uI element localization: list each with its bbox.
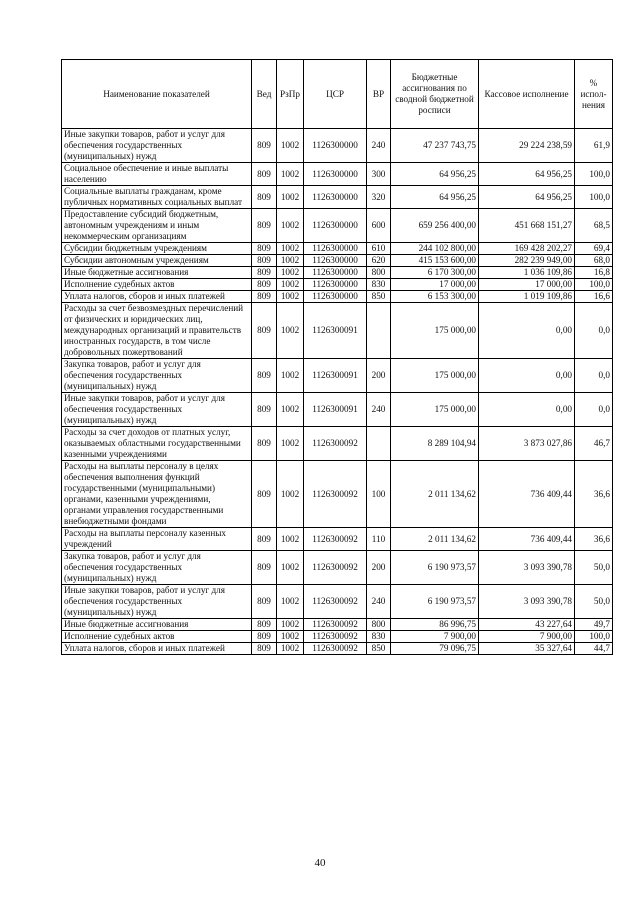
cell-rzpr: 1002 [277,619,304,631]
table-row [62,255,613,267]
cell-budget: 244 102 800,00 [391,243,479,255]
cell-percent: 49,7 [575,619,613,631]
cell-cash: 29 224 238,59 [479,129,575,163]
cell-name: Исполнение судебных актов [62,631,252,643]
table-row [62,163,613,186]
cell-rzpr: 1002 [277,303,304,359]
cell-ved: 809 [252,291,277,303]
cell-name: Социальные выплаты гражданам, кроме публичных нормативных социальных выплат [62,186,252,209]
cell-percent: 50,0 [575,585,613,619]
cell-csr: 1126300092 [304,631,367,643]
cell-csr: 1126300000 [304,186,367,209]
header-csr: ЦСР [304,60,367,129]
cell-cash: 736 409,44 [479,528,575,551]
cell-cash: 0,00 [479,393,575,427]
cell-name: Иные бюджетные ассигнования [62,619,252,631]
cell-vr: 110 [367,528,391,551]
budget-execution-table [61,59,613,655]
cell-rzpr: 1002 [277,267,304,279]
cell-ved: 809 [252,279,277,291]
header-row [62,60,613,129]
cell-vr: 830 [367,279,391,291]
header-rzpr: РзПр [277,60,304,129]
cell-name: Расходы за счет безвозмездных перечислений от физических и юридических лиц, международных организаций и правительств иностранных государств, в том числе добровольных пожертвований [62,303,252,359]
header-vr: ВР [367,60,391,129]
cell-percent: 100,0 [575,163,613,186]
cell-vr: 300 [367,163,391,186]
cell-csr: 1126300000 [304,243,367,255]
cell-name: Социальное обеспечение и иные выплаты населению [62,163,252,186]
cell-cash: 282 239 949,00 [479,255,575,267]
cell-ved: 809 [252,303,277,359]
cell-rzpr: 1002 [277,393,304,427]
cell-cash: 3 093 390,78 [479,551,575,585]
cell-name: Расходы на выплаты персоналу казенных учреждений [62,528,252,551]
table-row [62,267,613,279]
cell-cash: 64 956,25 [479,163,575,186]
cell-vr: 620 [367,255,391,267]
cell-percent: 100,0 [575,279,613,291]
cell-percent: 68,0 [575,255,613,267]
cell-name: Предоставление субсидий бюджетным, автономным учреждениям и иным некоммерческим организациям [62,209,252,243]
cell-name: Расходы за счет доходов от платных услуг, оказываемых областными государственными казенными учреждениями [62,427,252,461]
cell-vr: 200 [367,359,391,393]
cell-csr: 1126300091 [304,393,367,427]
cell-vr: 200 [367,551,391,585]
cell-ved: 809 [252,585,277,619]
cell-vr: 600 [367,209,391,243]
cell-csr: 1126300092 [304,528,367,551]
cell-vr: 830 [367,631,391,643]
cell-vr [367,303,391,359]
table-row [62,528,613,551]
cell-percent: 100,0 [575,631,613,643]
cell-percent: 0,0 [575,359,613,393]
cell-budget: 8 289 104,94 [391,427,479,461]
cell-csr: 1126300092 [304,585,367,619]
cell-name: Иные бюджетные ассигнования [62,267,252,279]
header-budget: Бюджетные ассигнования по сводной бюджетной росписи [391,60,479,129]
cell-cash: 451 668 151,27 [479,209,575,243]
cell-percent: 69,4 [575,243,613,255]
table-row [62,303,613,359]
cell-cash: 43 227,64 [479,619,575,631]
page-number: 40 [314,857,326,869]
cell-ved: 809 [252,643,277,655]
cell-vr: 240 [367,129,391,163]
cell-percent: 46,7 [575,427,613,461]
cell-cash: 35 327,64 [479,643,575,655]
cell-cash: 736 409,44 [479,461,575,528]
table-row [62,291,613,303]
cell-cash: 1 036 109,86 [479,267,575,279]
header-cash: Кассовое исполнение [479,60,575,129]
cell-budget: 6 190 973,57 [391,551,479,585]
cell-vr [367,427,391,461]
cell-percent: 0,0 [575,303,613,359]
cell-ved: 809 [252,551,277,585]
cell-name: Иные закупки товаров, работ и услуг для обеспечения государственных (муниципальных) нужд [62,129,252,163]
table-row [62,279,613,291]
table-body [62,129,613,655]
cell-name: Закупка товаров, работ и услуг для обеспечения государственных (муниципальных) нужд [62,551,252,585]
table-row [62,585,613,619]
cell-budget: 6 153 300,00 [391,291,479,303]
cell-cash: 169 428 202,27 [479,243,575,255]
cell-csr: 1126300000 [304,255,367,267]
cell-ved: 809 [252,209,277,243]
cell-budget: 6 170 300,00 [391,267,479,279]
cell-ved: 809 [252,631,277,643]
cell-vr: 850 [367,643,391,655]
cell-percent: 61,9 [575,129,613,163]
cell-csr: 1126300000 [304,267,367,279]
cell-vr: 800 [367,267,391,279]
cell-csr: 1126300000 [304,163,367,186]
cell-cash: 7 900,00 [479,631,575,643]
cell-budget: 47 237 743,75 [391,129,479,163]
cell-ved: 809 [252,393,277,427]
cell-budget: 6 190 973,57 [391,585,479,619]
table-row [62,619,613,631]
cell-name: Уплата налогов, сборов и иных платежей [62,643,252,655]
cell-vr: 320 [367,186,391,209]
cell-csr: 1126300092 [304,461,367,528]
cell-cash: 1 019 109,86 [479,291,575,303]
cell-name: Иные закупки товаров, работ и услуг для обеспечения государственных (муниципальных) нужд [62,393,252,427]
cell-ved: 809 [252,186,277,209]
cell-rzpr: 1002 [277,528,304,551]
cell-rzpr: 1002 [277,631,304,643]
cell-rzpr: 1002 [277,279,304,291]
cell-vr: 850 [367,291,391,303]
cell-cash: 0,00 [479,359,575,393]
table-row [62,393,613,427]
cell-ved: 809 [252,461,277,528]
cell-ved: 809 [252,528,277,551]
cell-rzpr: 1002 [277,129,304,163]
cell-budget: 79 096,75 [391,643,479,655]
cell-percent: 68,5 [575,209,613,243]
cell-budget: 175 000,00 [391,359,479,393]
cell-rzpr: 1002 [277,186,304,209]
cell-rzpr: 1002 [277,427,304,461]
table-row [62,186,613,209]
cell-ved: 809 [252,359,277,393]
cell-budget: 659 256 400,00 [391,209,479,243]
cell-rzpr: 1002 [277,163,304,186]
cell-rzpr: 1002 [277,291,304,303]
cell-budget: 64 956,25 [391,163,479,186]
header-name: Наименование показателей [62,60,252,129]
cell-ved: 809 [252,267,277,279]
cell-rzpr: 1002 [277,643,304,655]
cell-budget: 64 956,25 [391,186,479,209]
cell-name: Закупка товаров, работ и услуг для обеспечения государственных (муниципальных) нужд [62,359,252,393]
cell-rzpr: 1002 [277,551,304,585]
cell-ved: 809 [252,129,277,163]
cell-ved: 809 [252,243,277,255]
cell-name: Уплата налогов, сборов и иных платежей [62,291,252,303]
cell-percent: 0,0 [575,393,613,427]
cell-csr: 1126300091 [304,359,367,393]
table-row [62,359,613,393]
cell-vr: 100 [367,461,391,528]
cell-percent: 100,0 [575,186,613,209]
cell-name: Исполнение судебных актов [62,279,252,291]
cell-budget: 2 011 134,62 [391,461,479,528]
cell-csr: 1126300092 [304,427,367,461]
table-row [62,551,613,585]
cell-budget: 415 153 600,00 [391,255,479,267]
cell-ved: 809 [252,255,277,267]
table-row [62,243,613,255]
cell-ved: 809 [252,163,277,186]
cell-rzpr: 1002 [277,255,304,267]
cell-csr: 1126300092 [304,551,367,585]
cell-budget: 175 000,00 [391,303,479,359]
cell-percent: 36,6 [575,461,613,528]
cell-percent: 44,7 [575,643,613,655]
cell-csr: 1126300000 [304,279,367,291]
cell-csr: 1126300092 [304,643,367,655]
cell-csr: 1126300091 [304,303,367,359]
cell-csr: 1126300000 [304,129,367,163]
cell-cash: 3 873 027,86 [479,427,575,461]
cell-rzpr: 1002 [277,585,304,619]
cell-vr: 800 [367,619,391,631]
cell-name: Субсидии бюджетным учреждениям [62,243,252,255]
table-row [62,129,613,163]
table-row [62,643,613,655]
cell-name: Иные закупки товаров, работ и услуг для обеспечения государственных (муниципальных) нужд [62,585,252,619]
cell-budget: 175 000,00 [391,393,479,427]
cell-percent: 16,6 [575,291,613,303]
cell-rzpr: 1002 [277,461,304,528]
cell-cash: 64 956,25 [479,186,575,209]
cell-csr: 1126300000 [304,209,367,243]
cell-vr: 240 [367,585,391,619]
header-ved: Вед [252,60,277,129]
cell-budget: 2 011 134,62 [391,528,479,551]
cell-percent: 16,8 [575,267,613,279]
cell-rzpr: 1002 [277,209,304,243]
cell-csr: 1126300092 [304,619,367,631]
cell-cash: 17 000,00 [479,279,575,291]
header-percent: % испол-нения [575,60,613,129]
cell-csr: 1126300000 [304,291,367,303]
cell-rzpr: 1002 [277,243,304,255]
table-row [62,209,613,243]
cell-budget: 17 000,00 [391,279,479,291]
cell-percent: 50,0 [575,551,613,585]
cell-cash: 0,00 [479,303,575,359]
cell-ved: 809 [252,427,277,461]
cell-percent: 36,6 [575,528,613,551]
table-row [62,427,613,461]
cell-budget: 7 900,00 [391,631,479,643]
cell-vr: 610 [367,243,391,255]
table-row [62,461,613,528]
cell-cash: 3 093 390,78 [479,585,575,619]
cell-vr: 240 [367,393,391,427]
table-row [62,631,613,643]
cell-name: Субсидии автономным учреждениям [62,255,252,267]
cell-rzpr: 1002 [277,359,304,393]
cell-ved: 809 [252,619,277,631]
cell-budget: 86 996,75 [391,619,479,631]
cell-name: Расходы на выплаты персоналу в целях обеспечения выполнения функций государственными (муниципальными) органами, казенными учреждениями, органами управления государственными внебюджетными фондами [62,461,252,528]
